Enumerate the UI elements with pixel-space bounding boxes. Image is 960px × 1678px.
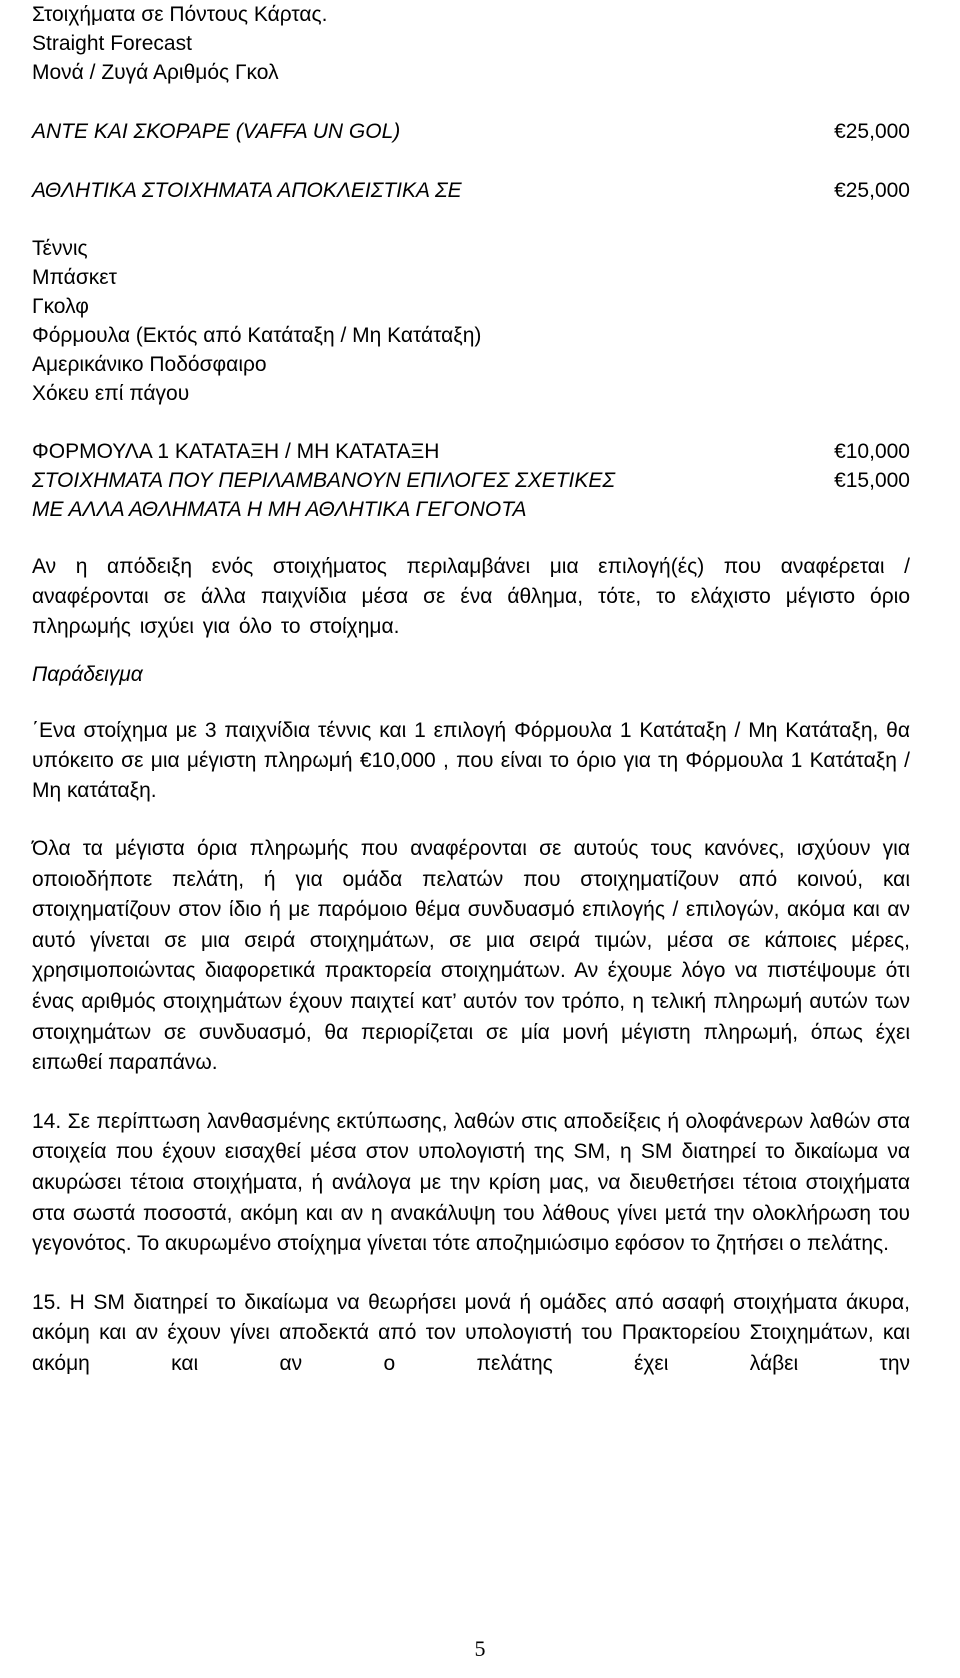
limit-label: ΑΘΛΗΤΙΚΑ ΣΤΟΙΧΗΜΑΤΑ ΑΠΟΚΛΕΙΣΤΙΚΑ ΣΕ [32,179,462,202]
page-number: 5 [474,1636,486,1661]
sport-item: Μπάσκετ [32,266,117,289]
limit-row [32,176,910,205]
example-paragraph: ΄Ενα στοίχημα με 3 παιχνίδια τέννις και 1 επιλογή Φόρμουλα 1 Κατάταξη / Μη Κατάταξη, θα υπόκειτο σε μια μέγιστη πληρωμή €10,000 , που είναι το όριο για τη Φόρμουλα 1 Κατάταξη / Μη κατάταξη. [32,719,910,802]
clause-15: 15. Η SM διατηρεί το δικαίωμα να θεωρήσει μονά ή ομάδες από ασαφή στοιχήματα άκυρα, ακόμη και αν έχουν γίνει αποδεκτά από τον υπολογιστή του Πρακτορείου Στοιχημάτων, και ακόμη και αν ο πελάτης έχει λάβει την [32,1290,910,1375]
limit-amount: €10,000 [834,440,910,463]
payout-paragraph: Όλα τα μέγιστα όρια πληρωμής που αναφέρονται σε αυτούς τους κανόνες, ισχύουν για οποιοδήποτε πελάτη, ή για ομάδα πελατών που στοιχηματίζουν από κοινού, και στοιχηματίζουν στον ίδιο ή με παρόμοιο θέμα συνδυασμό επιλογής / επιλογών, ακόμα και αν αυτό γίνεται σε μια σειρά στοιχημάτων, σε μια σειρά τιμών, μέσα σε κάποιες μέρες, χρησιμοποιώντας διαφορετικά πρακτορεία στοιχημάτων. Αν έχουμε λόγο να πιστέψουμε ότι ένας αριθμός στοιχημάτων έχουν παιχτεί κατ’ αυτόν τον τρόπο, η τελική πληρωμή αυτών των στοιχημάτων σε συνδυασμό, θα περιορίζεται σε μία μονή μέγιστη πληρωμή, όπως έχει ειπωθεί παραπάνω. [32,837,910,1075]
sport-item: Γκολφ [32,295,89,318]
limit-row [32,437,910,466]
rule-paragraph: Αν η απόδειξη ενός στοιχήματος περιλαμβάνει μια επιλογή(ές) που αναφέρεται / αναφέρονται σε άλλα παιχνίδια μέσα σε ένα άθλημα, τότε, το ελάχιστο μέγιστο όριο πληρωμής ισχύει για όλο το στοίχημα. [32,555,910,638]
limit-label: ΦΟΡΜΟΥΛΑ 1 ΚΑΤΑΤΑΞΗ / ΜΗ ΚΑΤΑΤΑΞΗ [32,440,440,463]
limit-amount: €25,000 [834,120,910,143]
limit-label: ΑΝΤΕ ΚΑΙ ΣΚΟΡΑΡΕ (VAFFA UN GOL) [32,120,401,143]
limit-label-continued: ΜΕ ΑΛΛΑ ΑΘΛΗΜΑΤΑ Η ΜΗ ΑΘΛΗΤΙΚΑ ΓΕΓΟΝΟΤΑ [32,498,527,521]
limit-row [32,466,910,495]
header-title: Στοιχήματα σε Πόντους Κάρτας. [32,3,328,26]
example-heading: Παράδειγμα [32,663,143,686]
header-subtitle-2: Μονά / Ζυγά Αριθμός Γκολ [32,61,279,84]
sport-item: Αμερικάνικο Ποδόσφαιρο [32,353,267,376]
document-content [32,0,910,1380]
limit-row [32,117,910,146]
sport-item: Τέννις [32,237,88,260]
limit-amount: €15,000 [834,469,910,492]
limit-amount: €25,000 [834,179,910,202]
sport-item: Φόρμουλα (Εκτός από Κατάταξη / Μη Κατάταξη) [32,324,482,347]
clause-14: 14. Σε περίπτωση λανθασμένης εκτύπωσης, λαθών στις αποδείξεις ή ολοφάνερων λαθών στα στοιχεία που έχουν εισαχθεί μέσα στον υπολογιστή της SM, η SM διατηρεί το δικαίωμα να ακυρώσει τέτοια στοιχήματα, ή ανάλογα με την κρίση μας, να διευθετήσει τέτοια στοιχήματα στα σωστά ποσοστά, ακόμη και αν η ανακάλυψη του λάθους γίνει μετά την ολοκλήρωση του γεγονότος. Το ακυρωμένο στοίχημα γίνεται τότε αποζημιώσιμο εφόσον το ζητήσει ο πελάτης. [32,1109,910,1256]
header-subtitle: Straight Forecast [32,32,192,55]
sport-item: Χόκευ επί πάγου [32,382,190,405]
limit-label: ΣΤΟΙΧΗΜΑΤΑ ΠΟΥ ΠΕΡΙΛΑΜΒΑΝΟΥΝ ΕΠΙΛΟΓΕΣ ΣΧΕΤΙΚΕΣ [32,469,615,492]
